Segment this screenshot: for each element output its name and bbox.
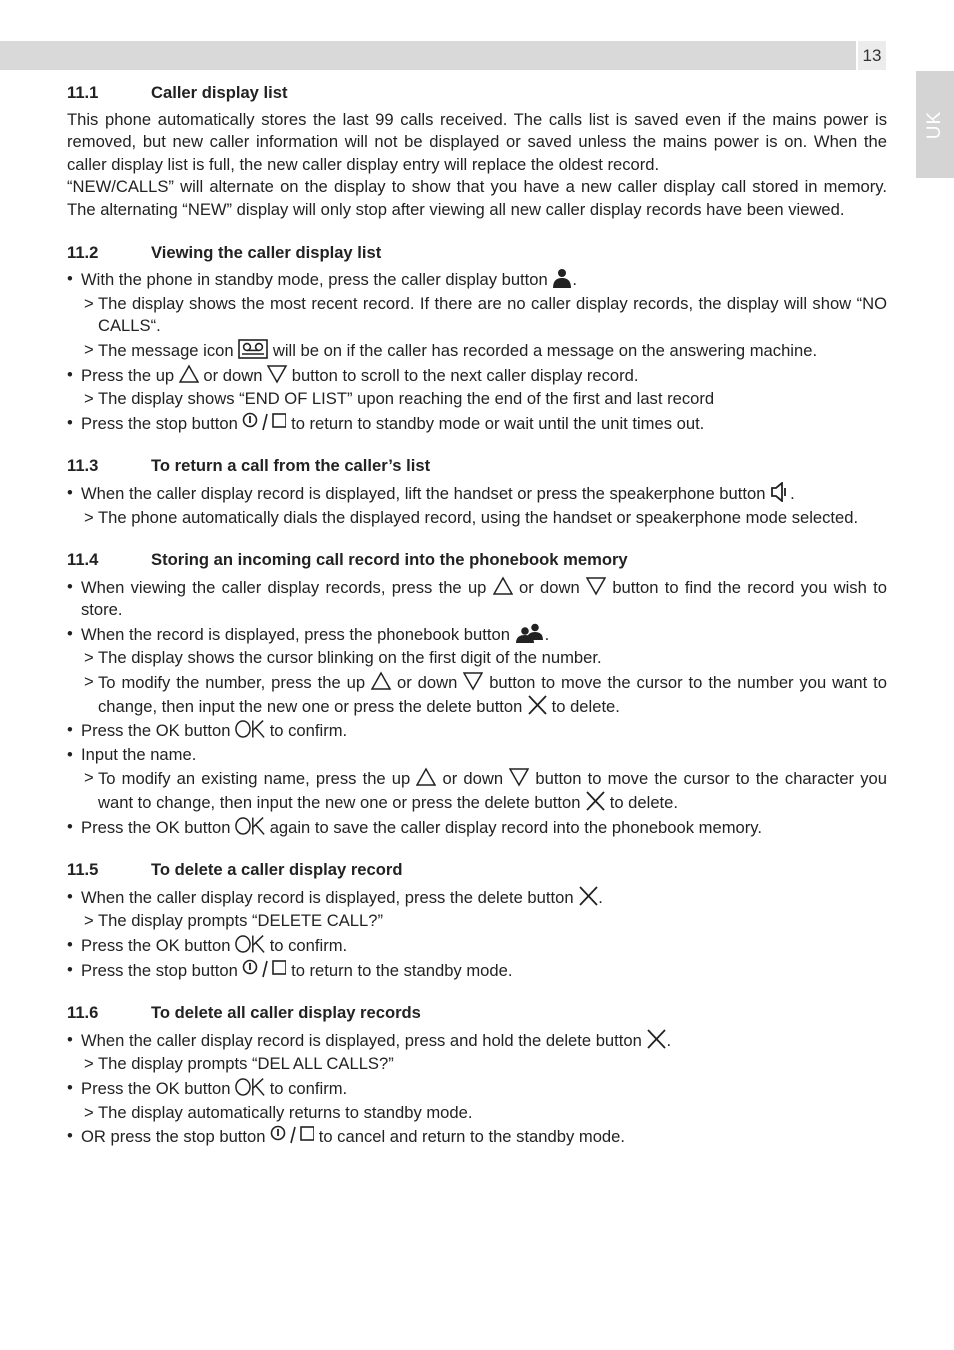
triangle-up-icon [493,576,513,596]
list-item: • Input the name. [67,744,887,767]
x-icon [578,886,598,906]
list-item: • Press the up or down button to scroll to the next caller display record. [67,364,887,388]
triangle-down-icon [509,767,529,787]
x-icon [646,1029,666,1049]
section-heading: 11.1 Caller display list [67,83,288,102]
section-heading: 11.5 To delete a caller display record [67,860,403,880]
paragraph: This phone automatically stores the last 99 calls received. The calls list is saved even if the mains power is removed, but new caller information will not be displayed or saved unless the mains power is on. When the caller display list is full, the new caller display entry will replace the oldest record. [67,109,887,174]
stop-button-icon [270,1125,314,1145]
sub-item: > The display prompts “DELETE CALL?” [67,910,887,933]
section-heading: 11.6 To delete all caller display records [67,1003,421,1023]
list-item: • When viewing the caller display records, press the up or down button to find the record you wish to store. [67,576,887,622]
section-11-3 [67,455,887,529]
list-item: • With the phone in standby mode, press the caller display button . [67,268,887,292]
section-11-1 [67,82,887,222]
list-item: • Press the OK button to confirm. [67,719,887,743]
triangle-down-icon [586,576,606,596]
section-heading: 11.3 To return a call from the caller’s list [67,456,431,476]
triangle-up-icon [371,671,391,691]
list-item: • Press the stop button to return to the standby mode. [67,959,887,983]
sub-item: > To modify an existing name, press the up or down button to move the cursor to the character you want to change, then input the new one or press the delete button to delete. [67,767,887,814]
list-item: • OR press the stop button to cancel and return to the standby mode. [67,1125,887,1149]
section-heading: 11.2 Viewing the caller display list [67,242,382,262]
sub-item: > To modify the number, press the up or down button to move the cursor to the number you want to change, then input the new one or press the delete button to delete. [67,671,887,718]
list-item: • Press the OK button to confirm. [67,934,887,958]
language-tab-label: UK [924,110,945,139]
ok-icon [235,934,265,954]
header-bar [0,41,856,70]
tape-icon [238,339,268,359]
stop-button-icon [242,959,286,979]
sub-item: > The phone automatically dials the displayed record, using the handset or speakerphone mode selected. [67,507,887,530]
triangle-up-icon [416,767,436,787]
sub-item: > The display prompts “DEL ALL CALLS?” [67,1053,887,1076]
speaker-icon [770,482,790,502]
section-11-4 [67,549,887,839]
two-persons-icon [515,623,545,643]
stop-button-icon [242,412,286,432]
section-11-5 [67,859,887,982]
triangle-down-icon [267,364,287,384]
sub-item: > The display shows the most recent record. If there are no caller display records, the display will show “NO CALLS“. [67,293,887,338]
sub-item: > The display shows “END OF LIST” upon reaching the end of the first and last record [67,388,887,411]
sub-item: > The display shows the cursor blinking on the first digit of the number. [67,647,887,670]
list-item: • Press the OK button again to save the caller display record into the phonebook memory. [67,816,887,840]
section-11-2 [67,242,887,436]
person-icon [552,268,572,288]
language-tab [916,71,954,178]
x-icon [585,791,605,811]
list-item: • When the caller display record is displayed, lift the handset or press the speakerphone button . [67,482,887,506]
triangle-up-icon [179,364,199,384]
page-number: 13 [858,41,886,70]
ok-icon [235,719,265,739]
ok-icon [235,816,265,836]
section-11-6 [67,1002,887,1149]
sub-item: > The message icon will be on if the caller has recorded a message on the answering machine. [67,339,887,363]
list-item: • When the caller display record is displayed, press and hold the delete button . [67,1029,887,1053]
list-item: • When the caller display record is displayed, press the delete button . [67,886,887,910]
section-heading: 11.4 Storing an incoming call record into the phonebook memory [67,550,628,570]
ok-icon [235,1077,265,1097]
paragraph: “NEW/CALLS” will alternate on the display to show that you have a new caller display call stored in memory. The alternating “NEW” display will only stop after viewing all new caller display records have been viewed. [67,177,887,219]
triangle-down-icon [463,671,483,691]
list-item: • Press the stop button to return to standby mode or wait until the unit times out. [67,412,887,436]
sub-item: > The display automatically returns to standby mode. [67,1102,887,1125]
list-item: • Press the OK button to confirm. [67,1077,887,1101]
x-icon [527,695,547,715]
content [67,82,887,1169]
list-item: • When the record is displayed, press the phonebook button . [67,623,887,647]
